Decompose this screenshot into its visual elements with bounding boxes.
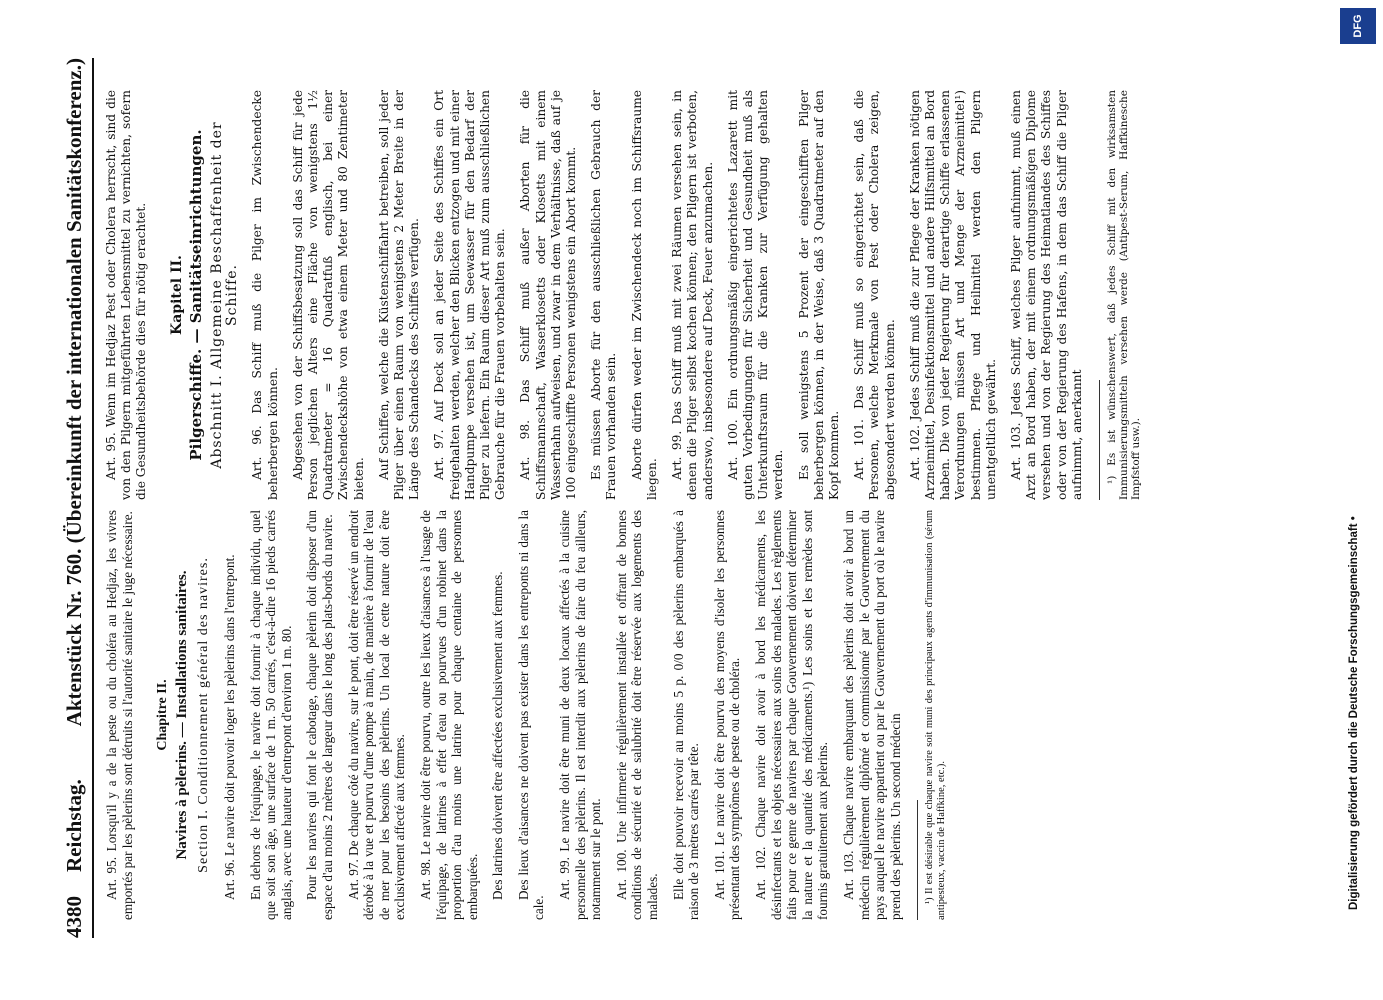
de-art-100-b: Es soll wenigstens 5 Prozent der eingeschifften Pilger beherbergen können, in der Weise, daß 3 Quadratmeter auf den Kopf kommen. (796, 90, 841, 500)
fr-art-97: Art. 97. De chaque côté du navire, sur le pont, doit être réservé un endroit dérobé à la vue et pourvu d'une pompe à main, de manière à fournir de l'eau de mer pour les besoins des pèlerins. Un local de cette nature doit être exclusivement affecté aux femmes. (345, 510, 408, 920)
fr-art-101: Art. 101. Le navire doit être pourvu des moyens d'isoler les personnes présentant des symptômes de peste ou de choléra. (711, 510, 743, 920)
fr-footnote: ¹) Il est désirable que chaque navire soit muni des principaux agents d'immunisation (sérum antipesteux, vaccin de Haffkine, etc.). (924, 510, 948, 920)
de-art-99: Art. 99. Das Schiff muß mit zwei Räumen versehen sein, in denen die Pilger selbst kochen können; den Pilgern ist verboten, anderswo, insbesondere auf Deck, Feuer anzumachen. (670, 90, 715, 500)
fr-chapter-title: Navires à pèlerins. — Installations sanitaires. (173, 570, 190, 860)
de-art-96: Art. 96. Das Schiff muß die Pilger im Zwischendecke beherbergen können. (250, 90, 280, 500)
de-footnote-rule (1099, 380, 1100, 500)
running-context: Reichstag. (62, 779, 86, 872)
de-art-96-b: Abgesehen von der Schiffsbesatzung soll das Schiff für jede Person jeglichen Alters eine Fläche von wenigstens 1½ Quadratmeter = 16 Quadratfuß englisch, bei einer Zwischendeckshöhe von etwa einem Meter und 80 Zentimeter bieten. (290, 90, 366, 500)
de-footnote: ¹) Es ist wünschenswert, daß jedes Schiff mit den wirksamsten Immunisierungsmitteln versehen werde (Antipest-Serum, Haffkinesche Impfstoff usw.). (1105, 90, 1142, 500)
german-column (104, 90, 1294, 500)
fr-art-96: Art. 96. Le navire doit pouvoir loger les pèlerins dans l'entrepont. (221, 554, 237, 900)
fr-art-98-c: Des lieux d'aisances ne doivent pas exister dans les entreponts ni dans la cale. (515, 510, 547, 920)
de-art-100: Art. 100. Ein ordnungsmäßig eingerichtetes Lazarett mit guten Vorbedingungen für Sicherheit und Gesundheit muß als Unterkunftsraum für die Kranken zur Verfügung gehalten werden. (725, 90, 786, 500)
fr-art-98-b: Des latrines doivent être affectées exclusivement aux femmes. (490, 571, 506, 900)
de-art-98-b: Es müssen Aborte für den ausschließlichen Gebrauch der Frauen vorhanden sein. (589, 90, 619, 500)
de-art-102: Art. 102. Jedes Schiff muß die zur Pflege der Kranken nötigen Arzneimittel, Desinfektionsmittel und andere Hilfsmittel an Bord haben. Die von jeder Regierung für derartige Schiffe erlassenen Verordnungen müssen Art und Menge der Arzneimittel¹) bestimmen. Pflege und Heilmittel werden den Pilgern unentgeltlich gewährt. (907, 90, 998, 500)
de-art-103: Art. 103. Jedes Schiff, welches Pilger aufnimmt, muß einen Arzt an Bord haben, der mit einem ordnungsmäßigen Diplome versehen und von der Regierung des Heimatlandes des Schiffes oder von der Regierung des Hafens, in dem das Schiff die Pilger aufnimmt, anerkannt (1008, 90, 1084, 500)
fr-chapter: Chapitre II. (155, 679, 171, 751)
de-art-101: Art. 101. Das Schiff muß so eingerichtet sein, daß die Personen, welche Merkmale von Pest oder Cholera zeigen, abgesondert werden können. (852, 90, 897, 500)
fr-art-102: Art. 102. Chaque navire doit avoir à bord les médicaments, les désinfectants et les objets nécessaires aux soins des malades. Les règlements faits pour ce genre de navires par chaque Gouvernement doivent déterminer la nature et la quantité des médicaments.¹) Les soins et les remèdes sont fournis gratuitement aux pèlerins. (753, 510, 831, 920)
fr-art-99: Art. 99. Le navire doit être muni de deux locaux affectés à la cuisine personnelle des pèlerins. Il est interdit aux pèlerins de faire du feu ailleurs, notamment sur le pont. (557, 510, 604, 920)
fr-art-95: Art. 95. Lorsqu'il y a de la peste ou du choléra au Hedjaz, les vivres emportés par les pèlerins sont détruits si l'autorité sanitaire le juge nécessaire. (104, 510, 135, 920)
fr-art-98: Art. 98. Le navire doit être pourvu, outre les lieux d'aisances à l'usage de l'équipage, de latrines à effet d'eau ou pourvues d'un robinet dans la proportion d'au moins une latrine pour chaque centaine de personnes embarquées. (417, 510, 480, 920)
fr-footnote-rule (917, 800, 918, 920)
de-art-95: Art. 95. Wenn im Hedjaz Pest oder Cholera herrscht, sind die von den Pilgern mitgeführten Lebensmittel zu vernichten, sofern die Gesundheitsbehörde dies für nötig erachtet. (104, 90, 149, 500)
de-art-97: Art. 97. Auf Deck soll an jeder Seite des Schiffes ein Ort freigehalten werden, welcher den Blicken entzogen und mit einer Handpumpe versehen ist, um Seewasser für den Bedarf der Pilger zu liefern. Ein Raum dieser Art muß zum ausschließlichen Gebrauche für die Frauen vorbehalten sein. (432, 90, 508, 500)
fr-art-96-b: En dehors de l'équipage, le navire doit fournir à chaque individu, quel que soit son âge, une surface de 1 m. 50 carrés, c'est-à-dire 16 pieds carrés anglais, avec une hauteur d'entrepont d'environ 1 m. 80. (247, 510, 294, 920)
de-art-98-c: Aborte dürfen weder im Zwischendeck noch im Schiffsraume liegen. (629, 90, 659, 500)
dfg-logo: DFG (1340, 8, 1376, 44)
de-art-96-c: Auf Schiffen, welche die Küstenschiffahrt betreiben, soll jeder Pilger über einen Raum von wenigstens 2 Meter Breite in der Länge des Schandecks des Schiffes verfügen. (376, 90, 422, 500)
fr-section-heading: Section I. Conditionnement général des navires. (196, 557, 212, 873)
fr-art-100: Art. 100. Une infirmerie régulièrement installée et offrant de bonnes conditions de sécurité et de salubrité doit être réservée aux logements des malades. (613, 510, 661, 920)
page-header (58, 58, 94, 938)
page-number: 4380 (62, 896, 86, 938)
de-art-98: Art. 98. Das Schiff muß außer Aborten für die Schiffsmannschaft, Wasserklosetts oder Klosetts mit einem Wasserhahn aufweisen, und zwar in dem Verhältnisse, daß auf je 100 eingeschiffte Personen wenigstens ein Abort kommt. (518, 90, 579, 500)
french-column (104, 510, 1294, 920)
de-chapter: Kapitel II. (168, 255, 185, 335)
fr-art-100-b: Elle doit pouvoir recevoir au moins 5 p. 0/0 des pèlerins embarqués à raison de 3 mètres carrés par tête. (670, 510, 702, 920)
digitization-note: Digitalisierung gefördert durch die Deutsche Forschungsgemeinschaft • (1348, 516, 1360, 910)
de-section-heading: Abschnitt I. Allgemeine Beschaffenheit der Schiffe. (209, 121, 241, 469)
fr-art-96-c: Pour les navires qui font le cabotage, chaque pèlerin doit disposer d'un espace d'au moins 2 mètres de largeur dans le long des plats-bords du navire. (304, 510, 335, 920)
fr-art-103: Art. 103. Chaque navire embarquant des pèlerins doit avoir à bord un médecin régulièrement diplômé et commissionné par le Gouvernement du pays auquel le navire appartient ou par le Gouvernement du port où le navire prend des pèlerins. Un second médecin (840, 510, 903, 920)
running-title: Aktenstück Nr. 760. (Übereinkunft der internationalen Sanitätskonferenz.) (62, 58, 86, 727)
de-chapter-title: Pilgerschiffe. — Sanitätseinrichtungen. (186, 129, 205, 461)
